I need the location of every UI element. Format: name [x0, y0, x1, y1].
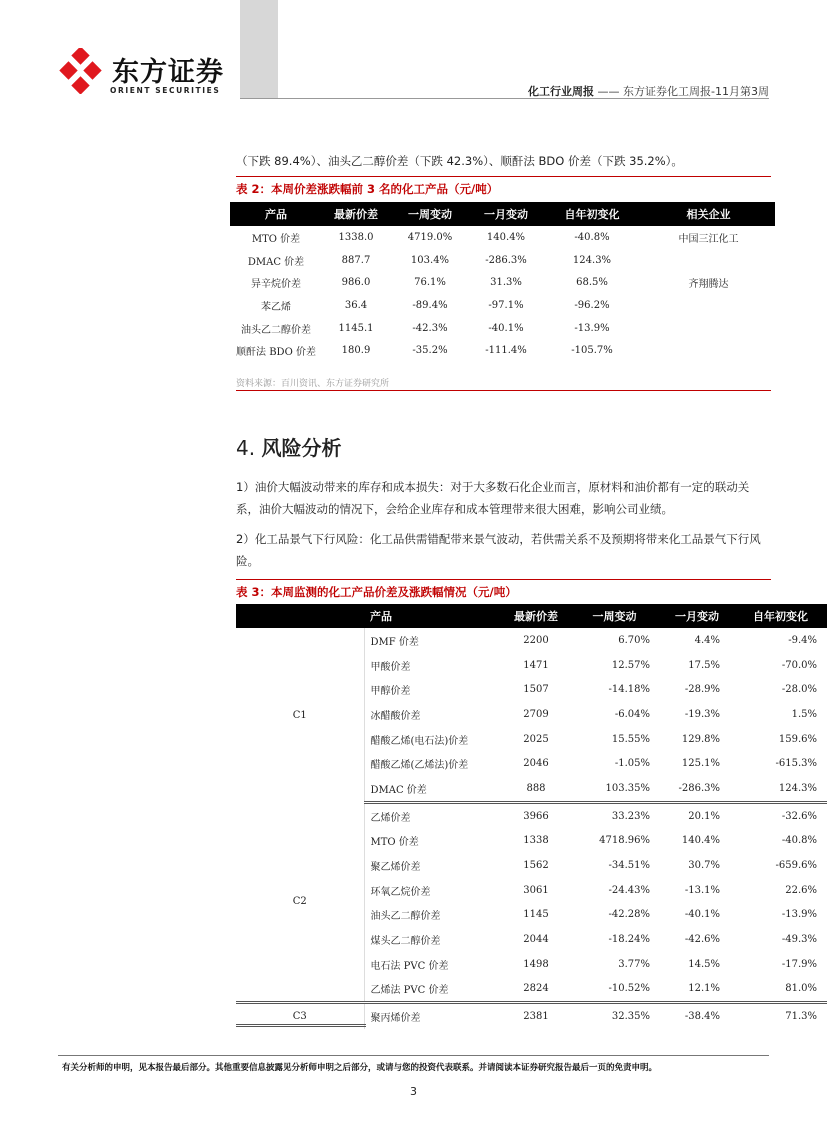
section-heading	[236, 432, 341, 461]
table-cell: 环氧乙烷价差	[364, 878, 505, 903]
table-cell: 1145.1	[338, 322, 374, 334]
table-cell: 2824	[505, 977, 567, 1003]
table3-top-rule	[236, 579, 771, 580]
table-cell: -35.2%	[412, 345, 448, 357]
table-cell: 986.0	[341, 277, 371, 289]
table-cell: 12.1%	[662, 977, 732, 1003]
table-cell: 71.3%	[785, 1011, 817, 1023]
table-cell: DMF 价差	[364, 628, 505, 653]
table-cell: -40.1%	[684, 909, 720, 921]
table-cell: 887.7	[341, 254, 371, 266]
table-cell: 油头乙二醇价差	[241, 324, 311, 336]
table-cell: -40.8%	[781, 835, 817, 847]
table-cell: -9.4%	[788, 634, 817, 646]
table-cell: 2044	[523, 934, 549, 946]
table-cell: 4718.96%	[599, 835, 650, 847]
table-cell: 醋酸乙烯(电石法)价差	[364, 727, 505, 752]
table-cell: 3061	[523, 884, 549, 896]
table2-source: 资料来源：百川资讯、东方证券研究所	[236, 379, 390, 389]
table-cell: 3.77%	[618, 958, 650, 970]
table3-header: 最新价差	[505, 604, 567, 628]
table3-bottom-rule	[236, 1024, 366, 1027]
table-cell: 乙烯价差	[364, 802, 505, 828]
table-row	[230, 226, 775, 249]
group-label: C3	[292, 1011, 307, 1023]
table-cell: 乙烯法 PVC 价差	[364, 977, 505, 1003]
intro-text: （下跌 89.4%）、油头乙二醇价差（下跌 42.3%）、顺酐法 BDO 价差（下跌 35.2%）。	[236, 154, 683, 168]
table-cell: 1562	[523, 860, 549, 872]
table-cell: -32.6%	[781, 810, 817, 822]
table2-bottom-rule	[236, 390, 771, 391]
table-cell: -42.28%	[608, 909, 650, 921]
footer-disclaimer: 有关分析师的申明，见本报告最后部分。其他重要信息披露见分析师申明之后部分，或请与您的投资代表联系。并请阅读本证券研究报告最后一页的免责申明。	[62, 1063, 658, 1073]
table-cell: -96.2%	[574, 299, 610, 311]
risk-paragraph-1: 1）油价大幅波动带来的库存和成本损失：对于大多数石化企业而言，原材料和油价都有一定的联动关系，油价大幅波动的情况下，会给企业库存和成本管理带来很大困难，影响公司业绩。	[236, 480, 750, 516]
table-cell: 33.23%	[611, 810, 650, 822]
table-row	[230, 249, 775, 272]
table-cell: 油头乙二醇价差	[364, 903, 505, 928]
table-cell: DMAC 价差	[247, 256, 305, 268]
table-cell: -13.1%	[684, 884, 720, 896]
table-cell: 14.5%	[688, 958, 720, 970]
table-cell: -42.3%	[412, 322, 448, 334]
table-cell: 煤头乙二醇价差	[364, 927, 505, 952]
table2-header: 一周变动	[390, 202, 470, 226]
table-cell: -1.05%	[614, 758, 650, 770]
orient-logo-icon	[58, 48, 104, 94]
table-cell: -10.52%	[567, 977, 662, 1003]
table-cell: MTO 价差	[364, 829, 505, 854]
table-cell: -111.4%	[485, 345, 527, 357]
table-row	[230, 317, 775, 340]
table-cell: -49.3%	[781, 934, 817, 946]
table-cell: 20.1%	[688, 810, 720, 822]
table-cell: 醋酸乙烯(乙烯法)价差	[364, 751, 505, 776]
table-cell: 电石法 PVC 价差	[364, 952, 505, 977]
table-cell: 2709	[523, 708, 549, 720]
table-cell: 冰醋酸价差	[364, 702, 505, 727]
table-cell: 36.4	[344, 299, 368, 311]
table-cell: -105.7%	[571, 345, 613, 357]
table2-header: 自年初变化	[542, 202, 642, 226]
risk-paragraph-2: 2）化工品景气下行风险：化工品供需错配带来景气波动，若供需关系不及预期将带来化工品景气下行风险。	[236, 532, 761, 568]
table-cell: 2025	[523, 733, 549, 745]
table-cell: 聚丙烯价差	[364, 1003, 505, 1029]
table-row	[230, 339, 775, 362]
table-cell: 1338	[523, 835, 549, 847]
table-cell: 81.0%	[732, 977, 827, 1003]
brand-name-cn: 东方证券	[112, 57, 224, 88]
table-cell: 2046	[523, 758, 549, 770]
table-cell	[642, 317, 775, 340]
table-cell: 1498	[523, 958, 549, 970]
table-cell: 129.8%	[681, 733, 720, 745]
header-divider	[240, 98, 769, 99]
brand-name-en: ORIENT SECURITIES	[110, 86, 221, 95]
running-header	[528, 83, 769, 99]
table2-caption: 表 2：本周价差涨跌幅前 3 名的化工产品（元/吨）	[236, 182, 499, 196]
table-cell: 22.6%	[785, 884, 817, 896]
table-cell: 180.9	[341, 345, 371, 357]
table3-header: 一周变动	[567, 604, 662, 628]
group-label: C1	[292, 709, 307, 721]
table-row	[230, 271, 775, 294]
table-cell: 1507	[523, 684, 549, 696]
table-row	[236, 628, 827, 653]
table-cell: 124.3%	[572, 254, 612, 266]
table-cell: -40.1%	[488, 322, 524, 334]
table-cell: -13.9%	[574, 322, 610, 334]
section-number: 4.	[236, 436, 256, 460]
table-cell	[642, 249, 775, 272]
table-cell: 15.55%	[611, 733, 650, 745]
table-cell: MTO 价差	[251, 233, 301, 245]
table-cell: 140.4%	[486, 231, 526, 243]
table-cell: -34.51%	[608, 860, 650, 872]
table3	[236, 604, 827, 1029]
table-cell: -615.3%	[775, 758, 817, 770]
table-cell: -286.3%	[662, 776, 732, 802]
table-cell: 103.4%	[410, 254, 450, 266]
table-cell: 1471	[523, 659, 549, 671]
table-row	[236, 802, 827, 828]
table-cell: 1145	[523, 909, 549, 921]
table-cell: -18.24%	[608, 934, 650, 946]
table-cell: -28.0%	[781, 684, 817, 696]
table-cell: 甲酸价差	[364, 653, 505, 678]
table3-header	[236, 604, 364, 628]
header-gray-bar	[240, 0, 278, 98]
table-cell: DMAC 价差	[364, 776, 505, 802]
section-title: 风险分析	[261, 436, 342, 460]
table-cell: -28.9%	[684, 684, 720, 696]
table-cell: 齐翔腾达	[688, 279, 729, 291]
table-cell: -13.9%	[781, 909, 817, 921]
table-cell: 103.35%	[567, 776, 662, 802]
table2-header: 相关企业	[642, 202, 775, 226]
group-label: C2	[236, 802, 364, 1003]
table-cell: -17.9%	[781, 958, 817, 970]
table2-header-row	[230, 202, 775, 226]
table-cell	[642, 339, 775, 362]
table-cell: 124.3%	[732, 776, 827, 802]
table-cell: 4.4%	[694, 634, 720, 646]
table-cell: 68.5%	[576, 277, 608, 289]
table2	[230, 202, 775, 362]
table2-top-rule	[236, 176, 771, 177]
table3-header: 一月变动	[662, 604, 732, 628]
table-cell: -38.4%	[684, 1011, 720, 1023]
table-cell: -89.4%	[412, 299, 448, 311]
table-cell: 30.7%	[688, 860, 720, 872]
table-cell: 苯乙烯	[261, 301, 291, 313]
table-cell: -19.3%	[684, 708, 720, 720]
table-cell: 异辛烷价差	[251, 279, 301, 291]
table3-caption: 表 3：本周监测的化工产品价差及涨跌幅情况（元/吨）	[236, 585, 517, 599]
table-cell: -24.43%	[608, 884, 650, 896]
table-cell: 159.6%	[778, 733, 817, 745]
table-cell: 1338.0	[338, 231, 374, 243]
table-cell: 76.1%	[414, 277, 446, 289]
footer-divider	[58, 1055, 769, 1056]
table-cell: 2200	[523, 634, 549, 646]
table-cell: 4719.0%	[407, 231, 453, 243]
table-cell: 甲醇价差	[364, 677, 505, 702]
table-cell: 17.5%	[688, 659, 720, 671]
table-cell: 125.1%	[681, 758, 720, 770]
table-cell: -70.0%	[781, 659, 817, 671]
table3-header: 产品	[364, 604, 505, 628]
report-name: 东方证券化工周报-11月第3周	[623, 85, 769, 98]
report-type: 化工行业周报	[528, 85, 595, 98]
table-cell: 顺酐法 BDO 价差	[236, 347, 316, 359]
table-cell: 2381	[523, 1011, 549, 1023]
table-cell: 140.4%	[681, 835, 720, 847]
table-cell: -286.3%	[485, 254, 527, 266]
table2-header: 产品	[230, 202, 322, 226]
table-row	[230, 294, 775, 317]
table3-header-row	[236, 604, 827, 628]
table3-header: 自年初变化	[732, 604, 827, 628]
table-cell: -14.18%	[608, 684, 650, 696]
header-separator: ——	[597, 85, 620, 98]
table-cell	[642, 294, 775, 317]
table-cell: 32.35%	[611, 1011, 650, 1023]
table-cell: -42.6%	[684, 934, 720, 946]
table-cell: 3966	[523, 810, 549, 822]
table-cell: 聚乙烯价差	[364, 853, 505, 878]
table-cell: -6.04%	[614, 708, 650, 720]
table-cell: -97.1%	[488, 299, 524, 311]
table-cell: 6.70%	[618, 634, 650, 646]
table-cell: -659.6%	[775, 860, 817, 872]
table2-header: 一月变动	[470, 202, 542, 226]
table-cell: 12.57%	[611, 659, 650, 671]
table-cell: -40.8%	[574, 231, 610, 243]
page-number: 3	[410, 1085, 417, 1098]
table-cell: 888	[505, 776, 567, 802]
table2-header: 最新价差	[322, 202, 390, 226]
table-cell: 中国三江化工	[678, 233, 739, 245]
table-cell: 31.3%	[490, 277, 522, 289]
table-cell: 1.5%	[791, 708, 817, 720]
